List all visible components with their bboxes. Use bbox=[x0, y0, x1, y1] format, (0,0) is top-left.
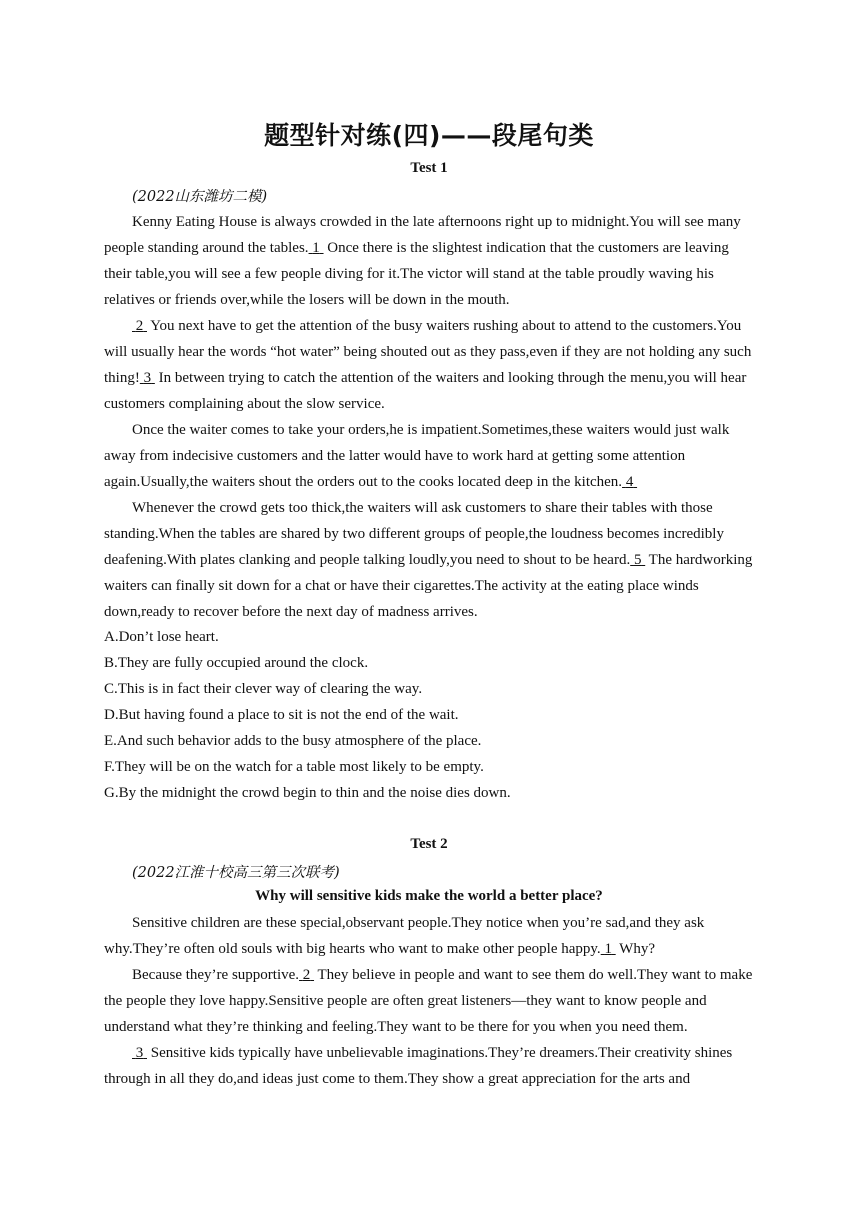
test1-paragraph-4: Whenever the crowd gets too thick,the waiters will ask customers to share their tables with those standing.When the tables are shared by two different groups of people,the loudness becomes incredibly deafening.With plates clanking and people talking loudly,you need to shout to be heard. 5 The hardworking waiters can finally sit down for a chat or have their cigarettes.The activity at the eating place winds down,ready to recover before the next day of madness arrives. bbox=[104, 500, 753, 620]
test2-source: (2022江淮十校高三第三次联考) bbox=[132, 865, 340, 881]
blank-5: 5 bbox=[633, 552, 642, 568]
test2-paragraph-2: Because they’re supportive. 2 They believe in people and want to see them do well.They want to make the people they love happy.Sensitive people are often great listeners—they want to know people and understand what they’re thinking and feeling.They want to be there for you when you need them. bbox=[104, 967, 753, 1035]
blank-2: 2 bbox=[302, 967, 311, 983]
test2-paragraph-3: 3 Sensitive kids typically have unbelievable imaginations.They’re dreamers.Their creativity shines through in all they do,and ideas just come to them.They show a great appreciation for the arts and bbox=[104, 1045, 733, 1087]
option-a: A.Don’t lose heart. bbox=[104, 629, 219, 645]
option-f: F.They will be on the watch for a table most likely to be empty. bbox=[104, 759, 484, 775]
test2-passage bbox=[104, 910, 754, 1092]
test1-options bbox=[104, 624, 754, 806]
option-g: G.By the midnight the crowd begin to thin and the noise dies down. bbox=[104, 785, 511, 801]
page-title: 题型针对练(四)——段尾句类 bbox=[264, 121, 594, 150]
option-e: E.And such behavior adds to the busy atmosphere of the place. bbox=[104, 733, 482, 749]
test1-source: (2022山东潍坊二模) bbox=[132, 189, 268, 205]
blank-3: 3 bbox=[143, 370, 152, 386]
test2-passage-title: Why will sensitive kids make the world a better place? bbox=[255, 888, 603, 904]
test1-passage bbox=[104, 209, 754, 625]
test1-heading: Test 1 bbox=[410, 160, 448, 176]
blank-1: 1 bbox=[312, 240, 320, 256]
blank-4: 4 bbox=[625, 474, 634, 490]
test1-paragraph-2: 2 You next have to get the attention of the busy waiters rushing about to attend to the customers.You will usually hear the words “hot water” being shouted out as they pass,even if they are not holding any such thing! 3 In between trying to catch the attention of the waiters and looking through the menu,you will hear customers complaining about the slow service. bbox=[104, 318, 752, 412]
test1-paragraph-3: Once the waiter comes to take your orders,he is impatient.Sometimes,these waiters would just walk away from indecisive customers and the latter would have to work hard at getting some attention again.Usually,the waiters shout the orders out to the cooks located deep in the kitchen. 4 bbox=[104, 422, 730, 490]
test2-paragraph-1: Sensitive children are these special,observant people.They notice when you’re sad,and they ask why.They’re often old souls with big hearts who want to make other people happy. 1 Why? bbox=[104, 915, 705, 957]
blank-2: 2 bbox=[135, 318, 144, 334]
option-c: C.This is in fact their clever way of clearing the way. bbox=[104, 681, 423, 697]
blank-1: 1 bbox=[604, 941, 612, 957]
option-d: D.But having found a place to sit is not the end of the wait. bbox=[104, 707, 459, 723]
blank-3: 3 bbox=[135, 1045, 144, 1061]
option-b: B.They are fully occupied around the clock. bbox=[104, 655, 369, 671]
test1-paragraph-1: Kenny Eating House is always crowded in the late afternoons right up to midnight.You will see many people standing around the tables. 1 Once there is the slightest indication that the customers are leaving their table,you will see a few people diving for it.The victor will stand at the table proudly waving his relatives or friends over,while the losers will be down in the mouth. bbox=[104, 214, 741, 308]
test2-heading: Test 2 bbox=[410, 836, 448, 852]
